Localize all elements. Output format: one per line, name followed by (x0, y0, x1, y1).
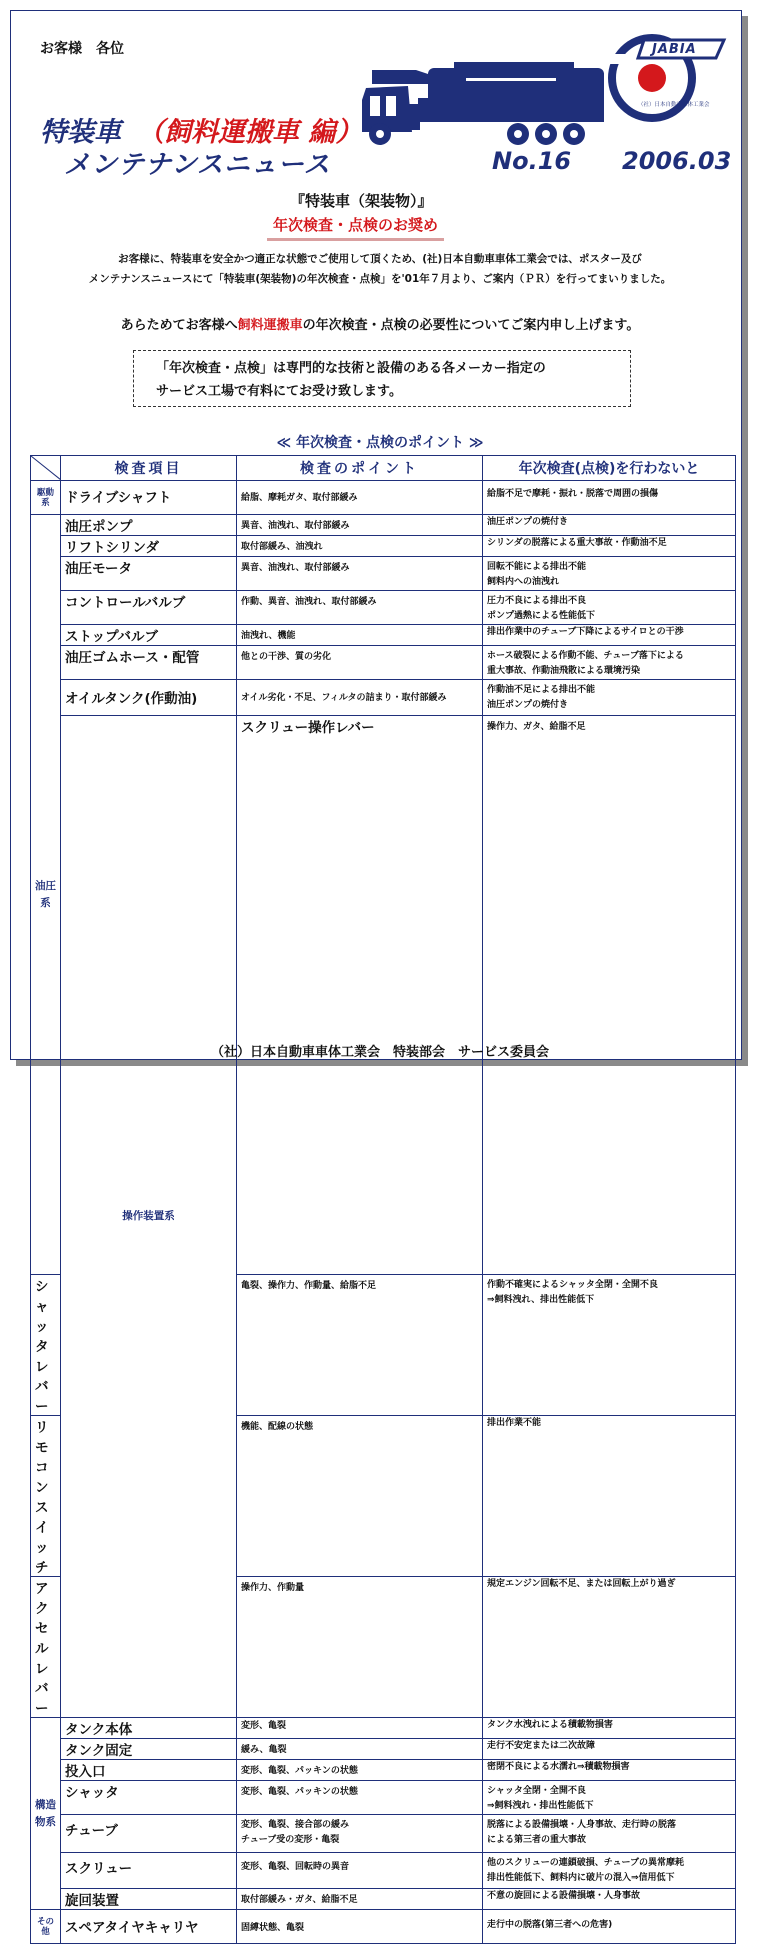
result-cell (483, 646, 736, 680)
jabia-logo (604, 26, 730, 122)
table-row (31, 591, 736, 625)
item-cell: ドライブシャフト (61, 481, 237, 515)
result-cell: 給脂不足で摩耗・振れ・脱落で周囲の損傷 (483, 481, 736, 515)
point-cell: 異音、油洩れ、取付部緩み (237, 515, 483, 536)
header-result: 年次検査(点検)を行わないと (483, 456, 736, 481)
result-cell: 油圧ポンプの焼付き (483, 515, 736, 536)
category-drive: 駆動系 (31, 481, 61, 515)
point-cell: 他との干渉、質の劣化 (237, 646, 483, 680)
result-line: 他のスクリューの連鎖破損、チューブの異常摩耗 (487, 1858, 685, 1868)
header-item: 検査項目 (61, 456, 237, 481)
result-cell (483, 1815, 736, 1853)
item-cell: リフトシリンダ (61, 536, 237, 557)
table-row (31, 536, 736, 557)
table-row (31, 625, 736, 646)
tanker-truck-illustration (358, 60, 608, 150)
point-cell: 亀裂、操作力、作動量、給脂不足 (237, 1275, 483, 1416)
item-cell: シャッタ (61, 1781, 237, 1815)
item-cell: 投入口 (61, 1760, 237, 1781)
result-line: による第三者の重大事故 (487, 1835, 587, 1845)
greeting: お客様 各位 (40, 41, 124, 57)
category-other: その他 (31, 1910, 61, 1944)
corner-cell (31, 456, 61, 481)
subtitle: 『特装車（架装物）』 (290, 192, 433, 210)
red-title: 年次検査・点検のお奨め (267, 214, 444, 241)
result-line: 脱落による設備損壊・人身事故、走行時の脱落 (487, 1820, 677, 1830)
item-cell: タンク固定 (61, 1739, 237, 1760)
item-cell: アクセルレバー (31, 1577, 61, 1718)
points-title: ≪ 年次検査・点検のポイント ≫ (276, 435, 484, 451)
point-line: 変形、亀裂、接合部の緩み (241, 1820, 350, 1830)
lead-suffix: の年次検査・点検の必要性についてご案内申し上げます。 (302, 318, 640, 333)
result-line: ⇒飼料洩れ、排出性能低下 (487, 1295, 595, 1305)
title-main: 特装車 (40, 117, 121, 148)
result-line: 回転不能による排出不能 (487, 562, 587, 572)
item-cell: スペアタイヤキャリヤ (61, 1910, 237, 1944)
table-row (31, 1739, 736, 1760)
lead-red: 飼料運搬車 (237, 318, 303, 333)
title-sub: （飼料運搬車 編） (137, 117, 363, 148)
table-row (31, 716, 736, 1275)
point-cell: 作動、異音、油洩れ、取付部緩み (237, 591, 483, 625)
intro-line2: メンテナンスニュースにて「特装車(架装物)の年次検査・点検」を'01年７月より、ご案内（ＰＲ）を行ってまいりました。 (88, 273, 672, 285)
point-cell: 給脂、摩耗ガタ、取付部緩み (237, 481, 483, 515)
point-cell (237, 1815, 483, 1853)
footer: （社）日本自動車車体工業会 特装部会 サービス委員会 (210, 1045, 549, 1060)
result-line: 重大事故、作動油飛散による環境汚染 (487, 666, 641, 676)
table-header-row (31, 456, 736, 481)
result-cell: 密閉不良による水濡れ⇒積載物損害 (483, 1760, 736, 1781)
result-line: 排出性能低下、飼料内に破片の混入⇒信用低下 (487, 1873, 675, 1883)
point-cell: 異音、油洩れ、取付部緩み (237, 557, 483, 591)
result-line: 圧力不良による排出不良 (487, 596, 587, 606)
table-row (31, 481, 736, 515)
point-cell: 油洩れ、機能 (237, 625, 483, 646)
point-cell: 操作力、ガタ、給脂不足 (483, 716, 736, 1275)
table-row (31, 1815, 736, 1853)
result-cell (483, 680, 736, 716)
issue-date: 2006.03 (622, 147, 732, 175)
result-line: ⇒飼料洩れ・排出性能低下 (487, 1801, 594, 1811)
result-line: 飼料内への油洩れ (487, 577, 560, 587)
point-cell: 取付部緩み・ガタ、給脂不足 (237, 1889, 483, 1910)
item-cell: 旋回装置 (61, 1889, 237, 1910)
result-cell (483, 591, 736, 625)
result-cell (483, 1275, 736, 1416)
result-line: ホース破裂による作動不能、チューブ落下による (487, 651, 684, 661)
result-cell: 排出作業中のチューブ下降によるサイロとの干渉 (483, 625, 736, 646)
lead-sentence (0, 314, 760, 333)
result-cell: シリンダの脱落による重大事故・作動油不足 (483, 536, 736, 557)
point-cell: オイル劣化・不足、フィルタの詰まり・取付部緩み (237, 680, 483, 716)
item-cell: コントロールバルブ (61, 591, 237, 625)
result-cell (483, 1781, 736, 1815)
item-cell: オイルタンク(作動油) (61, 680, 237, 716)
inspection-table (30, 455, 736, 1944)
note-box (133, 350, 631, 407)
point-cell: 変形、亀裂 (237, 1718, 483, 1739)
item-cell: 油圧モータ (61, 557, 237, 591)
item-cell: 油圧ポンプ (61, 515, 237, 536)
table-row (31, 1781, 736, 1815)
category-operation: 操作装置系 (61, 716, 237, 1718)
item-cell: スクリュー (61, 1853, 237, 1889)
result-line: シャッタ全閉・全開不良 (487, 1786, 586, 1796)
result-line: 作動不確実によるシャッタ全閉・全開不良 (487, 1280, 658, 1290)
point-cell: 変形、亀裂、回転時の異音 (237, 1853, 483, 1889)
lead-prefix: あらためてお客様へ (120, 318, 238, 333)
result-cell: 排出作業不能 (483, 1416, 736, 1577)
logo-org-text: （社）日本自動車車体工業会 (638, 102, 710, 108)
point-line: チューブ受の変形・亀裂 (241, 1835, 340, 1845)
intro-line1: お客様に、特装車を安全かつ適正な状態でご使用して頂くため、(社)日本自動車車体工業会では、ポスター及び (118, 253, 642, 265)
table-row (31, 1853, 736, 1889)
table-row (31, 515, 736, 536)
item-cell: シャッタレバー (31, 1275, 61, 1416)
point-cell: 固縛状態、亀裂 (237, 1910, 483, 1944)
table-row (31, 1760, 736, 1781)
table-row (31, 646, 736, 680)
point-cell: 緩み、亀裂 (237, 1739, 483, 1760)
item-cell: リモコンスイッチ (31, 1416, 61, 1577)
note-line1: 「年次検査・点検」は専門的な技術と設備のある各メーカー指定の (156, 361, 546, 376)
table-row (31, 1889, 736, 1910)
result-cell: タンク水洩れによる積載物損害 (483, 1718, 736, 1739)
result-cell (483, 1853, 736, 1889)
result-cell: 不意の旋回による設備損壊・人身事故 (483, 1889, 736, 1910)
item-cell: タンク本体 (61, 1718, 237, 1739)
item-cell: ストップバルブ (61, 625, 237, 646)
category-hydraulic: 油圧系 (31, 515, 61, 1275)
item-cell: チューブ (61, 1815, 237, 1853)
point-cell: 取付部緩み、油洩れ (237, 536, 483, 557)
header-point: 検査のポイント (237, 456, 483, 481)
item-cell: スクリュー操作レバー (237, 716, 483, 1275)
logo-text: JABIA (652, 42, 697, 57)
result-cell (483, 557, 736, 591)
result-cell: 走行不安定または二次故障 (483, 1739, 736, 1760)
table-row (31, 557, 736, 591)
issue-number: No.16 (492, 147, 572, 175)
result-line: ポンプ過熱による性能低下 (487, 611, 596, 621)
note-line2: サービス工場で有料にてお受け致します。 (156, 384, 402, 399)
point-cell: 変形、亀裂、パッキンの状態 (237, 1781, 483, 1815)
result-cell: 規定エンジン回転不足、または回転上がり過ぎ (483, 1577, 736, 1718)
category-structure: 構造物系 (31, 1718, 61, 1910)
table-row (31, 1910, 736, 1944)
title-line2: メンテナンスニュース (64, 150, 331, 180)
table-row (31, 680, 736, 716)
point-cell: 変形、亀裂、パッキンの状態 (237, 1760, 483, 1781)
point-cell: 機能、配線の状態 (237, 1416, 483, 1577)
result-line: 作動油不足による排出不能 (487, 685, 596, 695)
result-cell: 走行中の脱落(第三者への危害) (483, 1910, 736, 1944)
item-cell: 油圧ゴムホース・配管 (61, 646, 237, 680)
result-line: 油圧ポンプの焼付き (487, 700, 569, 710)
table-row (31, 1718, 736, 1739)
point-cell: 操作力、作動量 (237, 1577, 483, 1718)
